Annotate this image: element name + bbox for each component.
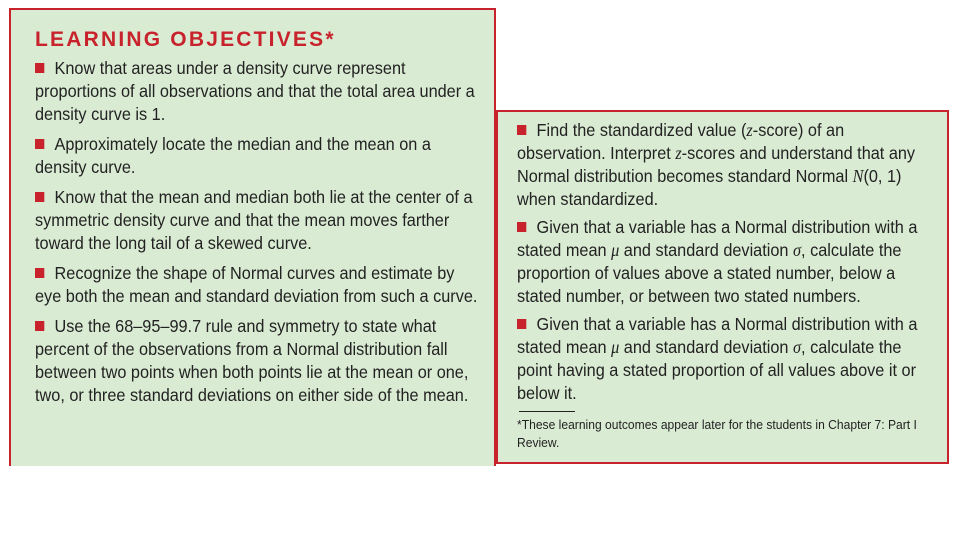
square-bullet-icon [35, 139, 44, 149]
sigma-symbol: σ [793, 240, 802, 260]
learning-objectives-panel-right [496, 110, 949, 464]
learning-objectives-title: LEARNING OBJECTIVES* [35, 28, 336, 51]
objective-item [517, 119, 935, 211]
objective-item [35, 186, 480, 255]
objective-item [35, 315, 480, 407]
footnote: *These learning outcomes appear later for the students in Chapter 7: Part I Review. [517, 417, 917, 450]
sigma-symbol: σ [793, 337, 802, 357]
z-symbol: z [675, 143, 682, 163]
objective-text: Recognize the shape of Normal curves and estimate by eye both the mean and standard deviation from such a curve. [35, 263, 478, 306]
objective-text-part: , calculate the proportion of values above a stated number, below a stated number, or between two stated numbers. [517, 240, 902, 306]
mu-symbol: μ [611, 337, 620, 357]
objective-text: Use the 68–95–99.7 rule and symmetry to state what percent of the observations from a Normal distribution fall between two points when both points lie at the mean or one, two, or three standard deviations on either side of the mean. [35, 316, 469, 405]
square-bullet-icon [517, 319, 526, 329]
square-bullet-icon [517, 222, 526, 232]
square-bullet-icon [35, 268, 44, 278]
objective-text-part: and standard deviation [619, 337, 794, 357]
objective-text: Approximately locate the median and the mean on a density curve. [35, 134, 431, 177]
objective-text-part: Find the standardized value ( [536, 120, 747, 140]
z-symbol: z [746, 120, 753, 140]
objective-item [517, 313, 935, 405]
n-symbol: N [852, 166, 864, 186]
objective-text-part: (0, 1) when standardized. [517, 166, 902, 209]
square-bullet-icon [35, 63, 44, 73]
objective-item [35, 57, 480, 126]
objective-item [517, 216, 935, 308]
objective-text-part: Given that a variable has a Normal distribution with a stated mean [517, 217, 918, 260]
learning-objectives-panel-left [9, 8, 496, 466]
objective-text-part: , calculate the point having a stated proportion of all values above it or below it. [517, 337, 916, 403]
objective-text-part: -scores and understand that any Normal distribution becomes standard Normal [517, 143, 916, 186]
mu-symbol: μ [611, 240, 620, 260]
objective-item [35, 262, 480, 308]
objective-text: Know that the mean and median both lie at the center of a symmetric density curve and that the mean moves farther toward the long tail of a skewed curve. [35, 187, 473, 253]
objective-item [35, 133, 480, 179]
square-bullet-icon [35, 192, 44, 202]
objective-text-part: Given that a variable has a Normal distribution with a stated mean [517, 314, 918, 357]
objective-text-part: -score) of an observation. Interpret [517, 120, 845, 163]
footnote-divider [519, 411, 575, 412]
square-bullet-icon [517, 125, 526, 135]
objective-text-part: and standard deviation [619, 240, 794, 260]
square-bullet-icon [35, 321, 44, 331]
objective-text: Know that areas under a density curve represent proportions of all observations and that the total area under a density curve is 1. [35, 58, 475, 124]
